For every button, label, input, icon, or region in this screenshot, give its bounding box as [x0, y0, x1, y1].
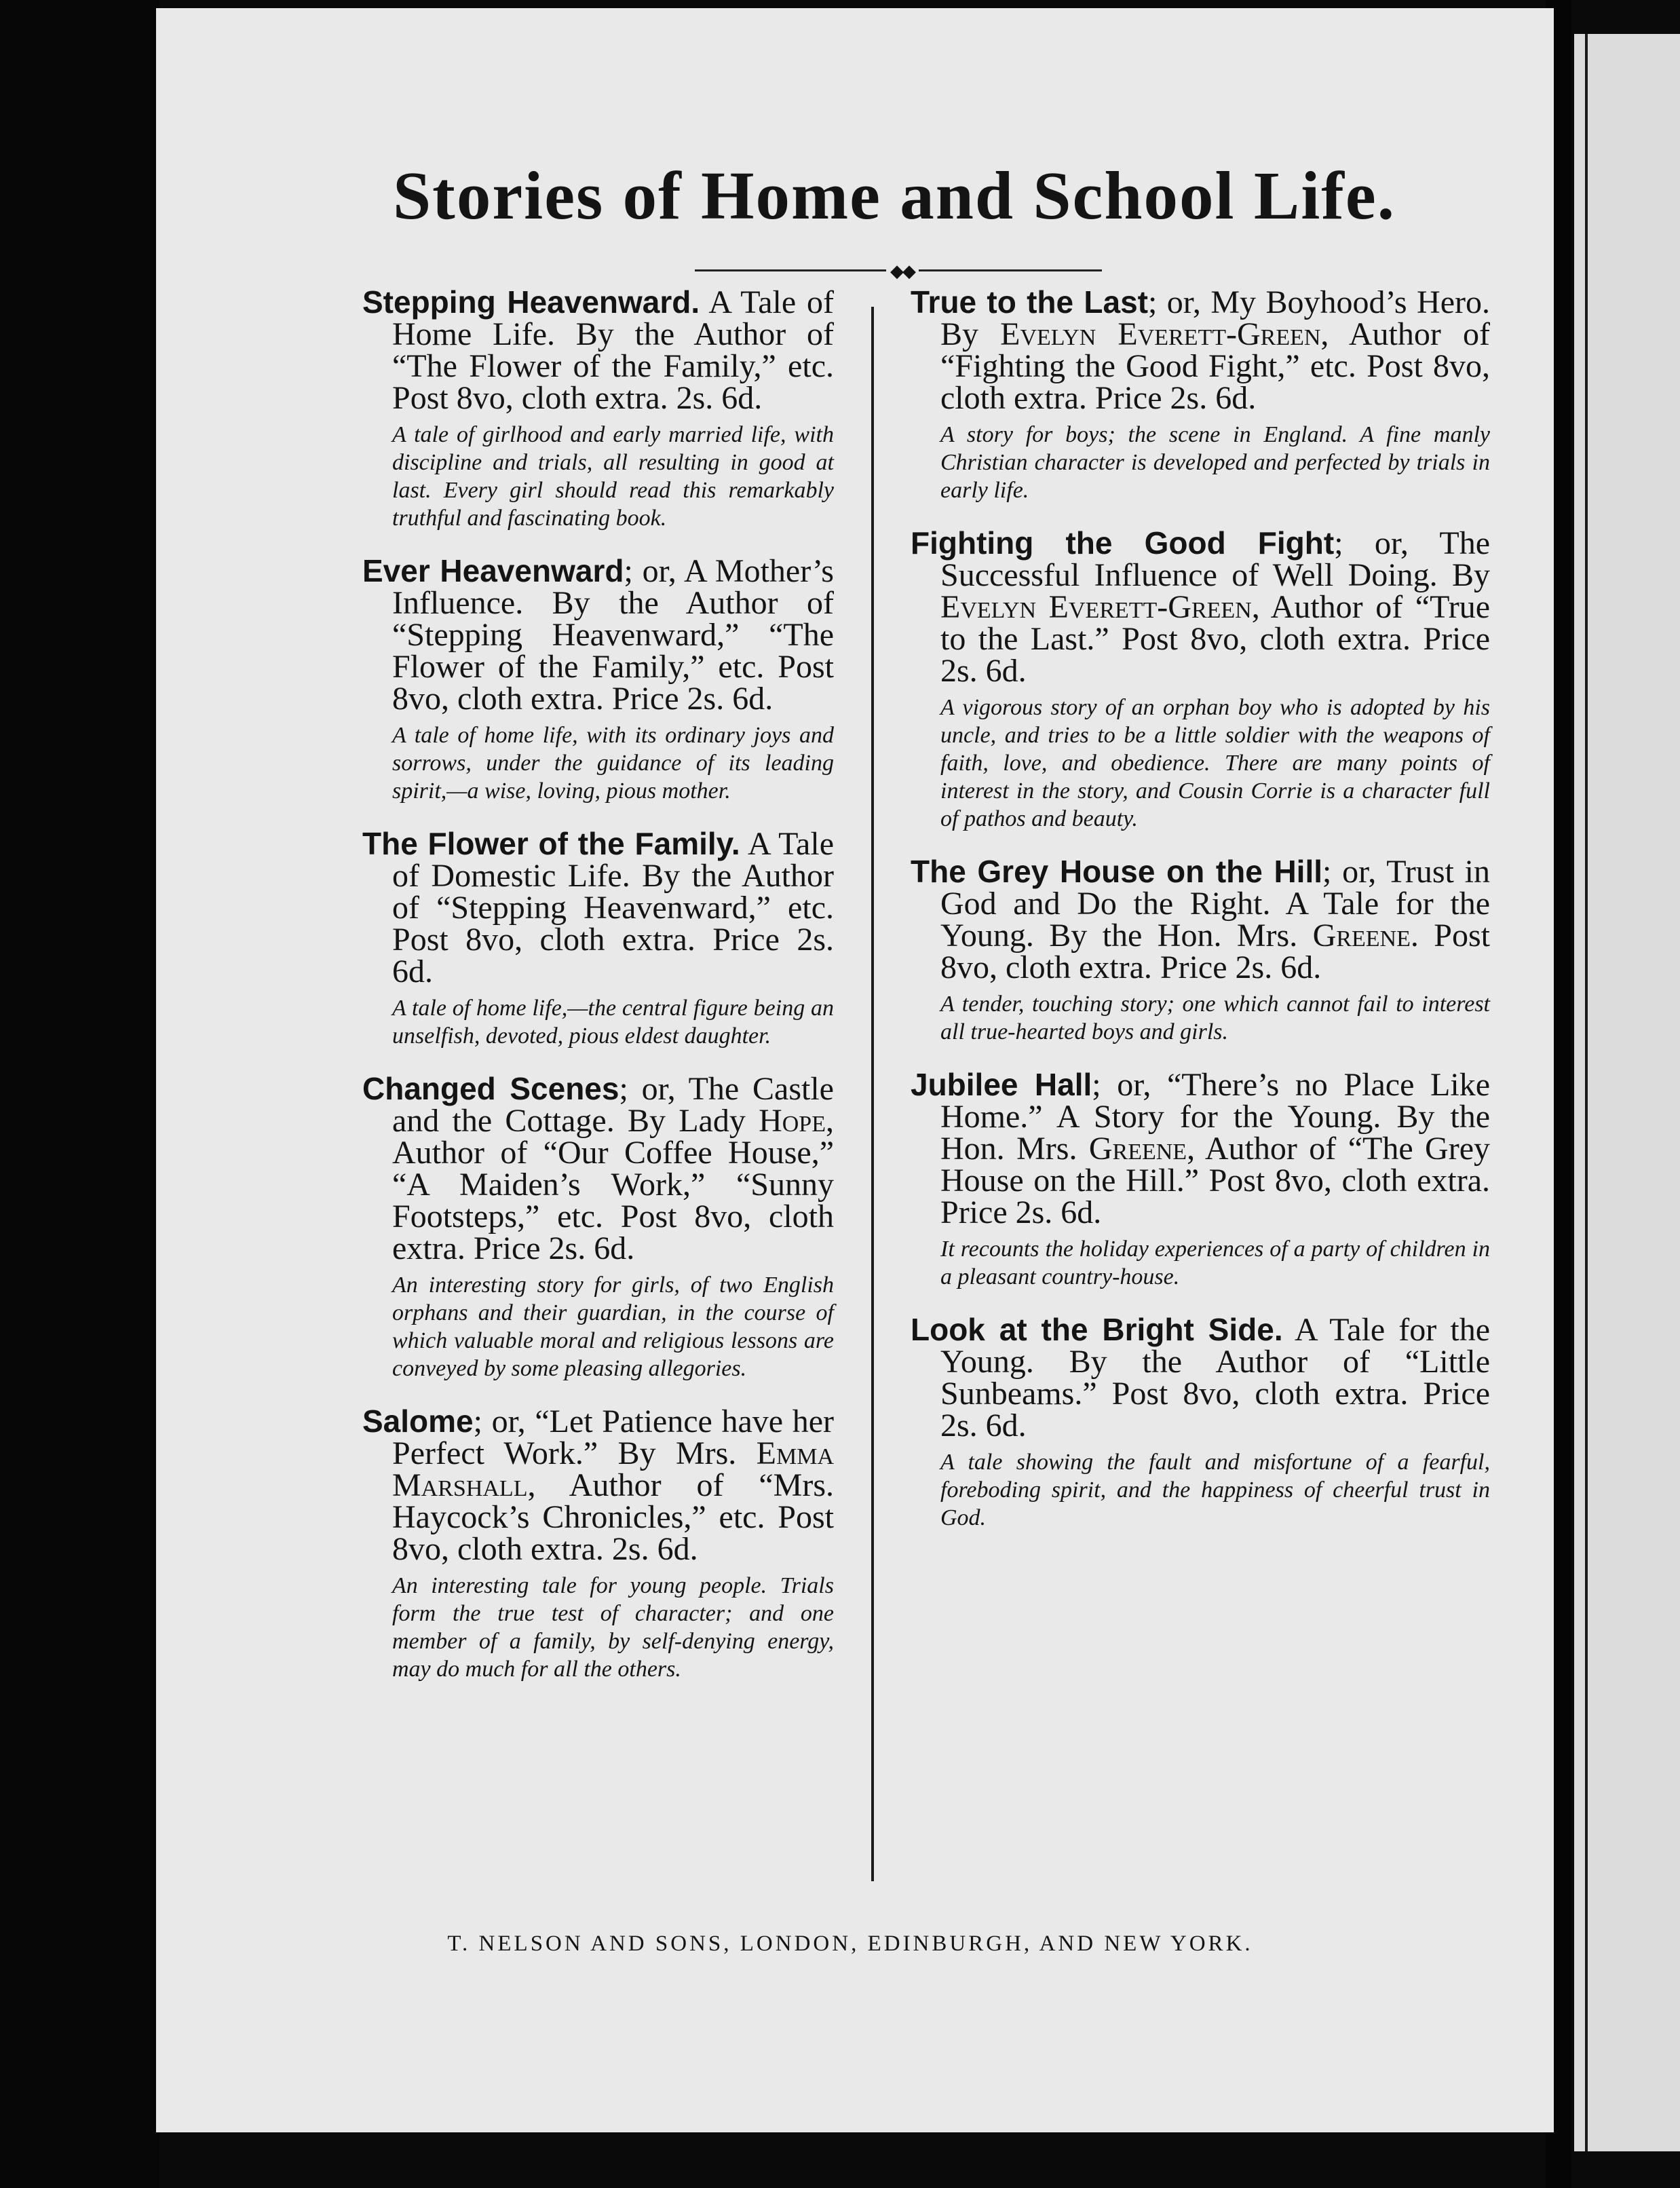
left-column — [362, 286, 834, 1706]
diamond-ornament-icon: ◆ — [902, 261, 916, 281]
book-entry — [362, 1073, 834, 1382]
book-description: A tale of home life,—the central figure being an unselfish, devoted, pious eldest daughter. — [392, 996, 834, 1049]
author-name: Greene — [1312, 918, 1411, 954]
book-entry — [911, 856, 1490, 1046]
book-description: A tale of girlhood and early married life, with discipline and trials, all resulting in good at last. Every girl should read this remarkably truthful and fascinating book. — [392, 422, 834, 531]
book-heading — [362, 828, 834, 987]
book-heading — [362, 1403, 834, 1567]
book-heading — [362, 286, 834, 414]
book-details: , Author of “The Grey House on the Hill.” Post 8vo, cloth extra. Price 2s. 6d. — [940, 1131, 1490, 1230]
book-entry — [362, 555, 834, 805]
book-details: ; or, The Successful Influence of Well Doing. By — [940, 525, 1491, 593]
book-description: An interesting tale for young people. Trials form the true test of character; and one member of a family, by self-denying energy, may do much for all the others. — [392, 1573, 834, 1682]
title-ornament — [695, 261, 1102, 281]
author-name: Evelyn Everett-Green — [940, 589, 1252, 625]
book-entry — [911, 1069, 1490, 1291]
facing-page-edge — [1574, 34, 1680, 2151]
book-heading — [911, 856, 1490, 983]
book-details: , Author of “True to the Last.” Post 8vo, cloth extra. Price 2s. 6d. — [940, 589, 1490, 689]
catalogue-page — [156, 8, 1554, 2132]
scan-left-edge — [0, 0, 159, 2188]
book-details: . Post 8vo, cloth extra. Price 2s. 6d. — [940, 918, 1490, 985]
book-details: ; or, My Boyhood’s Hero. By — [940, 284, 1491, 352]
book-heading — [362, 1073, 834, 1264]
author-name: Hope — [759, 1103, 826, 1139]
book-description: A tale showing the fault and misfortune of a fearful, foreboding spirit, and the happiness of cheerful trust in God. — [940, 1450, 1490, 1530]
book-details: , Author of “Mrs. Haycock’s Chronicles,” etc. Post 8vo, cloth extra. 2s. 6d. — [392, 1467, 834, 1567]
book-title: Jubilee Hall — [911, 1067, 1092, 1102]
book-title: The Grey House on the Hill — [911, 854, 1323, 889]
book-entry — [362, 828, 834, 1050]
ornament-rule-right — [919, 269, 1102, 271]
book-title: Ever Heavenward — [362, 553, 624, 588]
author-name: Evelyn Everett-Green — [1000, 316, 1321, 352]
book-details: ; or, The Castle and the Cottage. By Lady — [392, 1071, 834, 1139]
book-entry — [362, 286, 834, 532]
book-title: Salome — [362, 1403, 474, 1439]
book-description: An interesting story for girls, of two English orphans and their guardian, in the course of which valuable moral and religious lessons are conveyed by some pleasing allegories. — [392, 1272, 834, 1381]
book-title: Fighting the Good Fight — [911, 525, 1335, 561]
book-title: Look at the Bright Side. — [911, 1312, 1283, 1347]
publisher-imprint: T. NELSON AND SONS, LONDON, EDINBURGH, AND NEW YORK. — [447, 1931, 1253, 1956]
book-details: ; or, “There’s no Place Like Home.” A Story for the Young. By the Hon. Mrs. — [940, 1067, 1490, 1167]
book-entry — [911, 286, 1490, 504]
book-details: , Author of “Our Coffee House,” “A Maiden’s Work,” “Sunny Footsteps,” etc. Post 8vo, cloth extra. Price 2s. 6d. — [392, 1103, 834, 1266]
book-description: A story for boys; the scene in England. A fine manly Christian character is developed and perfected by trials in early life. — [940, 422, 1490, 503]
book-heading — [911, 1069, 1490, 1228]
book-entry — [362, 1403, 834, 1683]
book-heading — [911, 1312, 1490, 1444]
book-title: The Flower of the Family. — [362, 826, 740, 861]
page-title: Stories of Home and School Life. — [393, 157, 1396, 233]
book-details: , Author of “Fighting the Good Fight,” etc. Post 8vo, cloth extra. Price 2s. 6d. — [940, 316, 1490, 416]
author-name: Greene — [1088, 1131, 1187, 1167]
book-heading — [362, 555, 834, 715]
author-name: Emma Marshall — [392, 1435, 834, 1503]
book-heading — [911, 527, 1490, 687]
right-column — [911, 286, 1490, 1555]
book-entry — [911, 1314, 1490, 1532]
diamond-ornament-icon: ◆ — [890, 261, 904, 281]
book-entry — [911, 527, 1490, 833]
book-title: Changed Scenes — [362, 1071, 619, 1106]
book-description: It recounts the holiday experiences of a party of children in a pleasant country-house. — [940, 1237, 1490, 1289]
book-details: ; or, Trust in God and Do the Right. A Tale for the Young. By the Hon. Mrs. — [940, 854, 1490, 954]
book-title: Stepping Heavenward. — [362, 284, 700, 320]
book-details: ; or, “Let Patience have her Perfect Work.” By Mrs. — [392, 1403, 834, 1471]
book-details: A Tale for the Young. By the Author of “Little Sunbeams.” Post 8vo, cloth extra. Price 2s. 6d. — [940, 1312, 1490, 1444]
book-description: A vigorous story of an orphan boy who is adopted by his uncle, and tries to be a little soldier with the weapons of faith, love, and obedience. There are many points of interest in the story, and Cousin Corrie is a character full of pathos and beauty. — [940, 695, 1490, 831]
book-heading — [911, 286, 1490, 414]
book-details: ; or, A Mother’s Influence. By the Author of “Stepping Heavenward,” “The Flower of the Family,” etc. Post 8vo, cloth extra. Price 2s. 6d. — [392, 553, 834, 717]
ornament-rule-left — [695, 269, 886, 271]
book-details: A Tale of Home Life. By the Author of “The Flower of the Family,” etc. Post 8vo, cloth extra. 2s. 6d. — [392, 284, 834, 416]
column-divider — [871, 307, 874, 1881]
book-details: A Tale of Domestic Life. By the Author of “Stepping Heavenward,” etc. Post 8vo, cloth extra. Price 2s. 6d. — [392, 826, 834, 989]
book-description: A tale of home life, with its ordinary joys and sorrows, under the guidance of its leading spirit,—a wise, loving, pious mother. — [392, 723, 834, 804]
book-description: A tender, touching story; one which cannot fail to interest all true-hearted boys and girls. — [940, 992, 1490, 1044]
book-title: True to the Last — [911, 284, 1148, 320]
